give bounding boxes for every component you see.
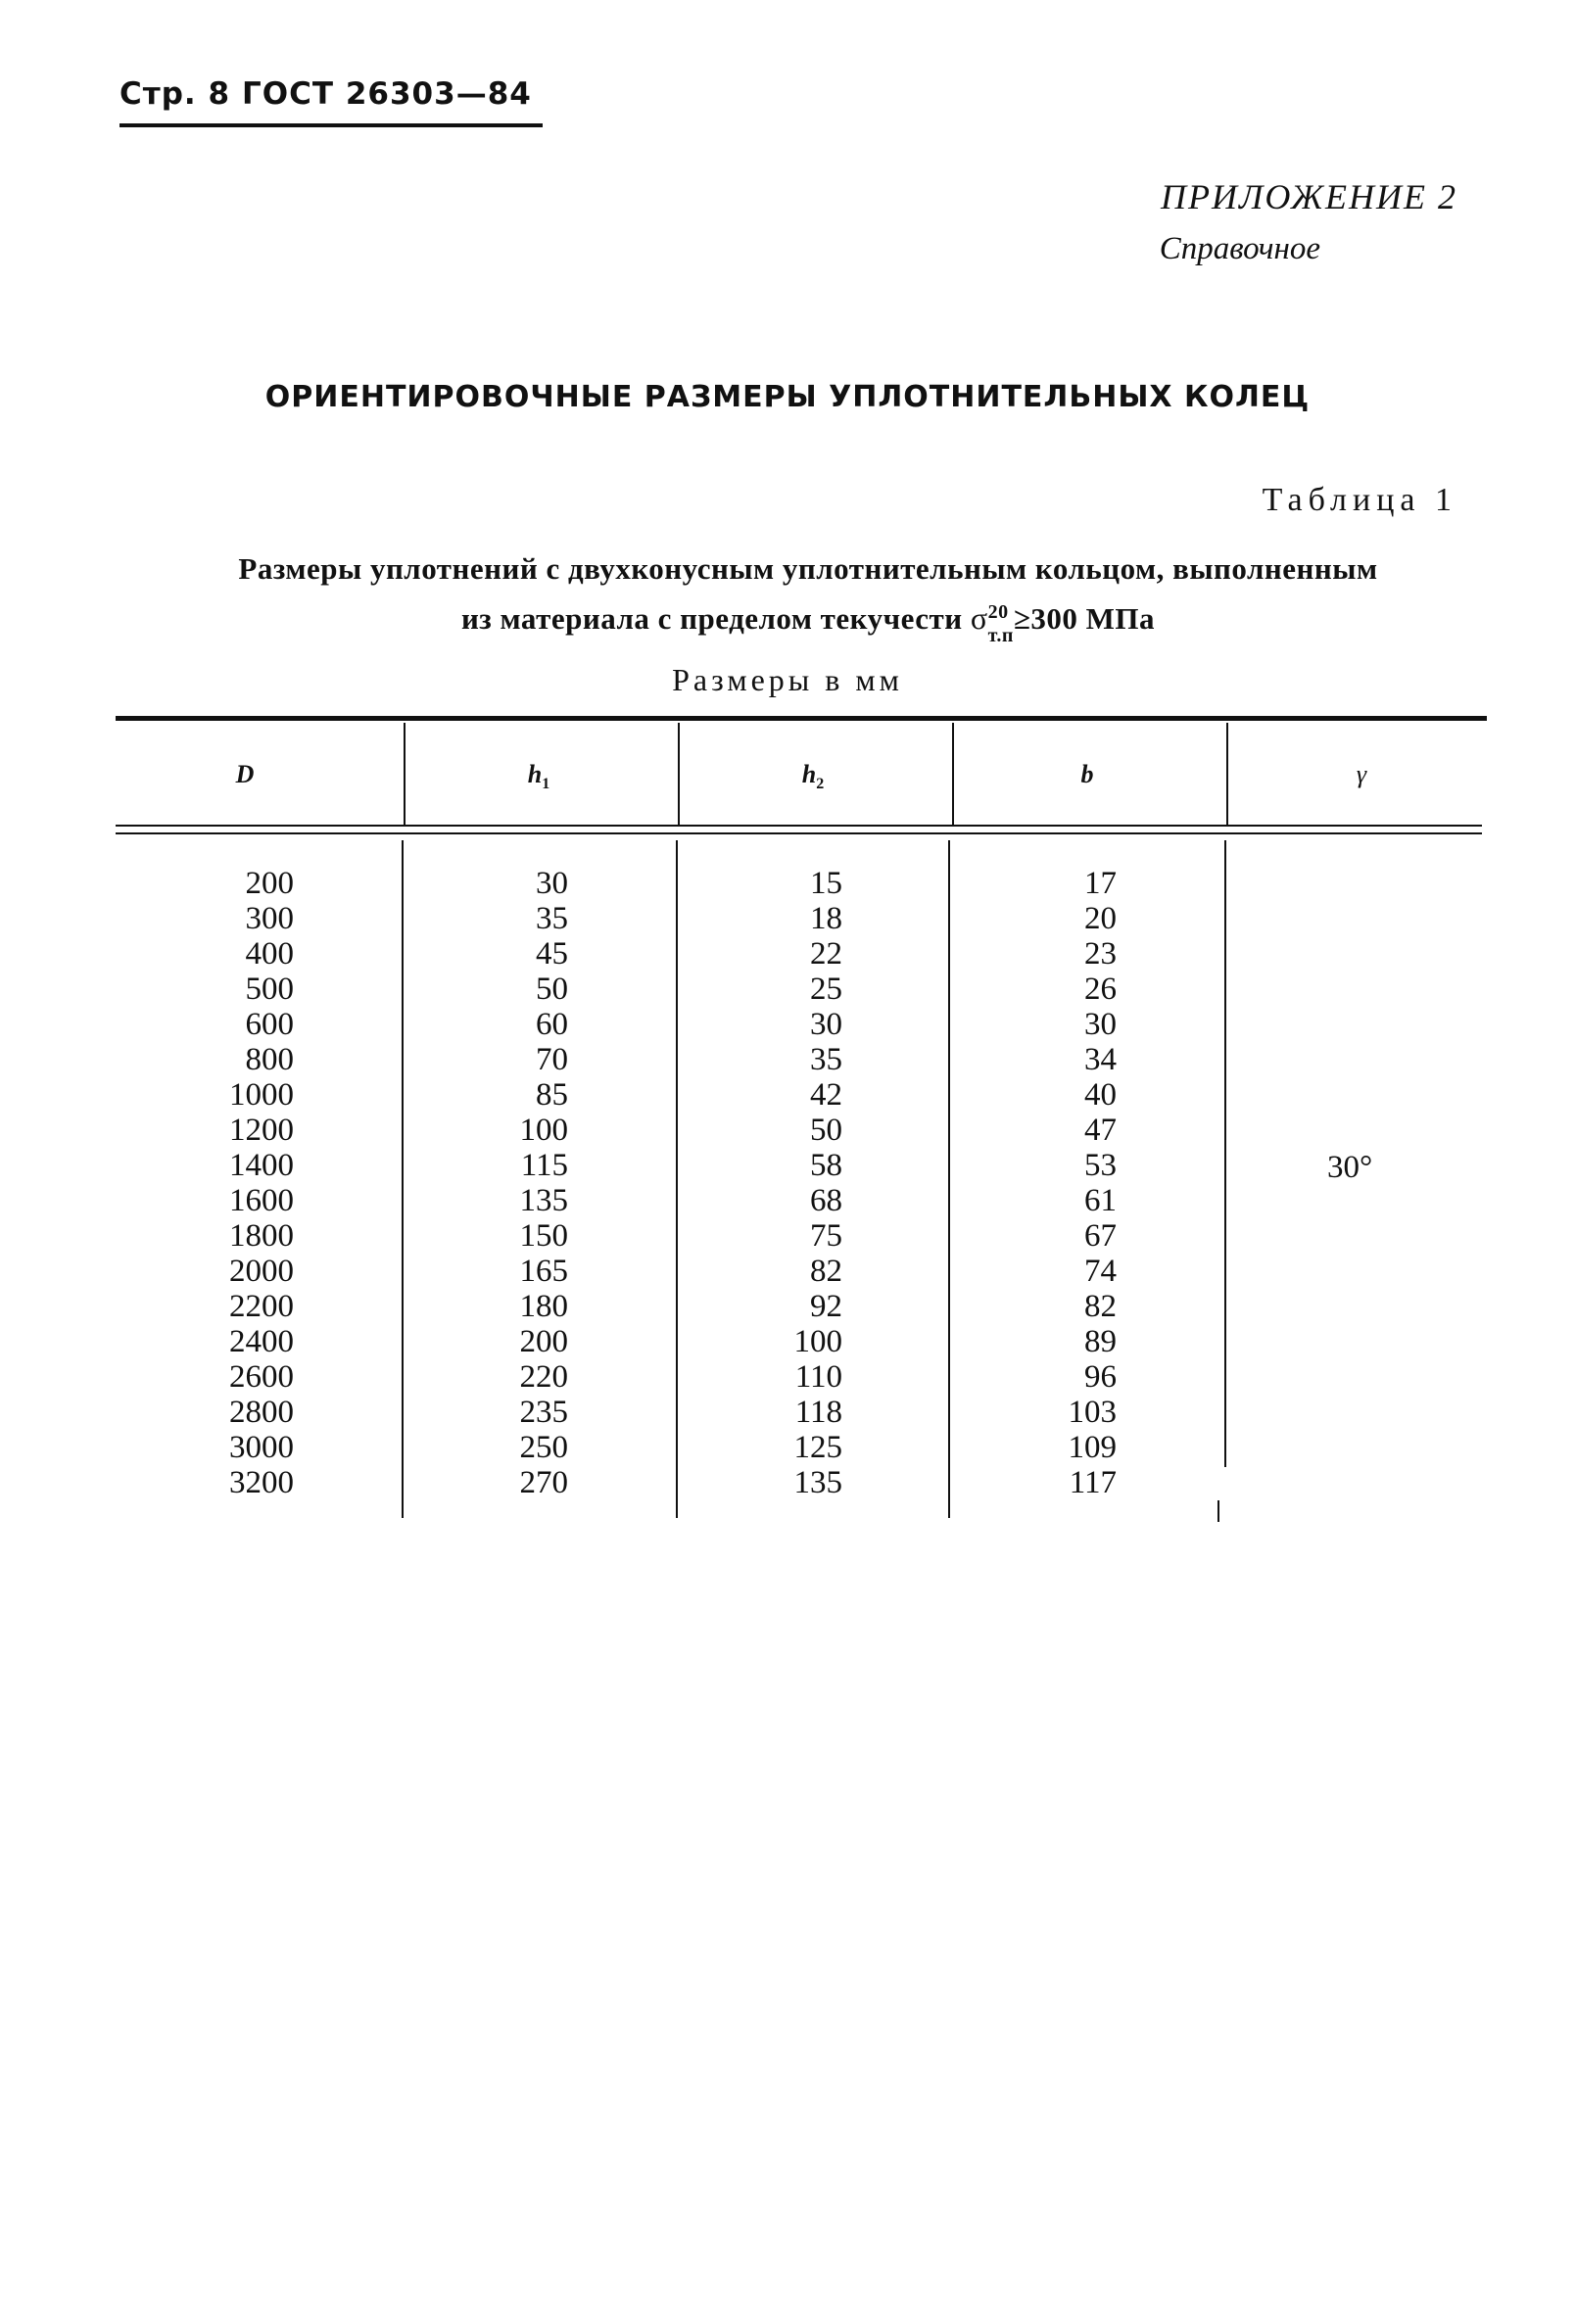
column-header-h2: $h_2$ [801,760,825,793]
table-cell: 74 [1084,1254,1117,1289]
column-divider [1217,1500,1219,1522]
column-header-b: b [1080,760,1094,788]
sigma-subscript: т.п [987,624,1014,646]
table-cell: 45 [536,936,568,972]
table-cell: 2200 [229,1289,294,1324]
table-cell: 220 [519,1359,568,1395]
table-cell: 300 [245,901,294,936]
table-cell: 115 [520,1148,568,1183]
table-cell: 30 [536,866,568,901]
table-cell: 82 [810,1254,842,1289]
table-cell: 109 [1068,1430,1117,1465]
table-cell: 800 [245,1042,294,1077]
table-cell: 70 [536,1042,568,1077]
column-divider [1224,840,1226,1467]
table-cell: 2400 [229,1324,294,1359]
sigma-superscript: 20 [987,600,1009,623]
table-cell: 118 [794,1395,842,1430]
table-cell: 20 [1084,901,1117,936]
column-divider [402,840,404,1518]
table-caption [147,545,1469,645]
table-cell: 85 [536,1077,568,1113]
table-cell: 26 [1084,972,1117,1007]
table-cell: 40 [1084,1077,1117,1113]
table-header-rule [116,832,1482,834]
table-cell: 42 [810,1077,842,1113]
column-divider [404,723,406,825]
table-cell: 1800 [229,1218,294,1254]
table-cell: 58 [810,1148,842,1183]
column-d-values [186,866,294,1500]
column-divider [948,840,950,1518]
table-cell: 67 [1084,1218,1117,1254]
table-cell: 53 [1084,1148,1117,1183]
table-cell: 150 [519,1218,568,1254]
table-cell: 2000 [229,1254,294,1289]
column-h2-values [744,866,842,1500]
column-divider [676,840,678,1518]
table-header-rule [116,825,1482,827]
table-cell: 103 [1068,1395,1117,1430]
table-cell: 400 [245,936,294,972]
page-number: Стр. 8 [119,76,231,112]
column-header-gamma: γ [1356,760,1367,788]
column-divider [1226,723,1228,825]
table-cell: 50 [810,1113,842,1148]
table-cell: 89 [1084,1324,1117,1359]
table-cell: 96 [1084,1359,1117,1395]
table-cell: 61 [1084,1183,1117,1218]
table-top-rule [116,716,1487,721]
table-cell: 34 [1084,1042,1117,1077]
column-divider [678,723,680,825]
header-rule [119,123,543,127]
table-cell: 200 [245,866,294,901]
column-header-d: D [235,760,255,788]
table-cell: 600 [245,1007,294,1042]
table-cell: 15 [810,866,842,901]
table-cell: 2800 [229,1395,294,1430]
table-cell: 25 [810,972,842,1007]
table-label: Таблица 1 [1262,482,1457,518]
table-cell: 30 [810,1007,842,1042]
table-cell: 3000 [229,1430,294,1465]
table-cell: 235 [519,1395,568,1430]
caption-line-1: Размеры уплотнений с двухконусным уплотнительным кольцом, выполненным [238,551,1378,586]
table-cell: 250 [519,1430,568,1465]
table-cell: 200 [519,1324,568,1359]
page-header [119,76,544,112]
table-cell: 82 [1084,1289,1117,1324]
sigma-symbol: σ [970,600,988,636]
column-divider [952,723,954,825]
table-cell: 3200 [229,1465,294,1500]
table-cell: 180 [519,1289,568,1324]
table-cell: 165 [519,1254,568,1289]
table-cell: 47 [1084,1113,1117,1148]
table-cell: 1000 [229,1077,294,1113]
table-cell: 92 [810,1289,842,1324]
caption-line-2-prefix: из материала с пределом текучести [460,601,963,636]
table-cell: 100 [793,1324,842,1359]
caption-line-2-suffix: ≥300 МПа [1013,601,1156,636]
table-cell: 270 [519,1465,568,1500]
table-cell: 68 [810,1183,842,1218]
table-cell: 1600 [229,1183,294,1218]
table-cell: 135 [793,1465,842,1500]
table-cell: 1200 [229,1113,294,1148]
table-cell: 23 [1084,936,1117,972]
table-cell: 30 [1084,1007,1117,1042]
table-cell: 100 [519,1113,568,1148]
table-cell: 110 [794,1359,842,1395]
sigma-indices [988,598,1014,645]
table-cell: 17 [1084,866,1117,901]
table-cell: 135 [519,1183,568,1218]
appendix-note: Справочное [1159,231,1320,266]
standard-number: ГОСТ 26303—84 [242,76,532,112]
table-cell: 60 [536,1007,568,1042]
gamma-value: 30° [1327,1150,1373,1185]
column-header-h1: $h_1$ [527,760,550,793]
table-cell: 1400 [229,1148,294,1183]
table-cell: 50 [536,972,568,1007]
table-cell: 22 [810,936,842,972]
column-h1-values [470,866,568,1500]
table-cell: 18 [810,901,842,936]
column-b-values [1019,866,1117,1500]
table-cell: 117 [1069,1465,1117,1500]
table-cell: 35 [810,1042,842,1077]
table-cell: 125 [793,1430,842,1465]
table-cell: 75 [810,1218,842,1254]
caption-line-2 [147,593,1469,645]
units-label: Размеры в мм [672,662,903,697]
appendix-label: ПРИЛОЖЕНИЕ 2 [1161,177,1457,216]
document-title: ОРИЕНТИРОВОЧНЫЕ РАЗМЕРЫ УПЛОТНИТЕЛЬНЫХ КОЛЕЦ [264,380,1311,414]
table-cell: 2600 [229,1359,294,1395]
table-cell: 35 [536,901,568,936]
table-cell: 500 [245,972,294,1007]
